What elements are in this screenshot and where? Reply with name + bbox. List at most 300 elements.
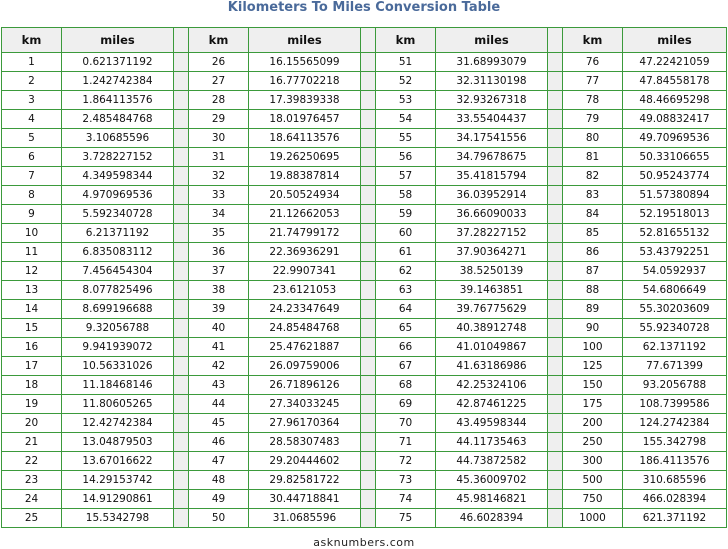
miles-cell: 25.47621887: [249, 338, 361, 357]
miles-cell: 37.90364271: [436, 243, 548, 262]
miles-cell: 55.92340728: [623, 319, 727, 338]
column-gap: [361, 433, 376, 452]
table-row: [2, 224, 727, 243]
miles-cell: 18.01976457: [249, 110, 361, 129]
miles-cell: 621.371192: [623, 509, 727, 528]
miles-cell: 31.0685596: [249, 509, 361, 528]
table-row: [2, 338, 727, 357]
column-gap: [548, 509, 563, 528]
column-gap: [361, 243, 376, 262]
km-cell: 56: [376, 148, 436, 167]
km-cell: 50: [189, 509, 249, 528]
km-cell: 15: [2, 319, 62, 338]
miles-cell: 47.84558178: [623, 72, 727, 91]
km-cell: 28: [189, 91, 249, 110]
km-cell: 34: [189, 205, 249, 224]
column-gap: [361, 281, 376, 300]
km-cell: 10: [2, 224, 62, 243]
column-gap: [548, 376, 563, 395]
column-gap: [174, 338, 189, 357]
miles-cell: 32.93267318: [436, 91, 548, 110]
km-cell: 19: [2, 395, 62, 414]
table-row: [2, 281, 727, 300]
column-gap: [361, 129, 376, 148]
miles-cell: 310.685596: [623, 471, 727, 490]
column-gap: [174, 281, 189, 300]
km-cell: 200: [563, 414, 623, 433]
miles-cell: 21.74799172: [249, 224, 361, 243]
table-row: [2, 262, 727, 281]
column-gap: [548, 53, 563, 72]
table-row: [2, 490, 727, 509]
column-gap: [174, 433, 189, 452]
km-cell: 83: [563, 186, 623, 205]
km-cell: 11: [2, 243, 62, 262]
column-gap: [361, 376, 376, 395]
miles-cell: 7.456454304: [62, 262, 174, 281]
column-gap: [174, 205, 189, 224]
column-gap: [361, 319, 376, 338]
km-cell: 90: [563, 319, 623, 338]
column-gap: [548, 395, 563, 414]
km-cell: 27: [189, 72, 249, 91]
column-gap: [174, 490, 189, 509]
km-cell: 18: [2, 376, 62, 395]
km-cell: 78: [563, 91, 623, 110]
table-row: [2, 205, 727, 224]
column-gap: [361, 452, 376, 471]
km-cell: 49: [189, 490, 249, 509]
column-gap: [361, 186, 376, 205]
miles-cell: 3.10685596: [62, 129, 174, 148]
miles-cell: 23.6121053: [249, 281, 361, 300]
column-gap: [548, 72, 563, 91]
column-gap: [548, 167, 563, 186]
km-cell: 4: [2, 110, 62, 129]
page-title: Kilometers To Miles Conversion Table: [227, 0, 501, 15]
column-gap: [361, 53, 376, 72]
miles-cell: 6.835083112: [62, 243, 174, 262]
column-gap: [548, 243, 563, 262]
miles-cell: 42.25324106: [436, 376, 548, 395]
km-cell: 26: [189, 53, 249, 72]
km-cell: 13: [2, 281, 62, 300]
miles-cell: 27.96170364: [249, 414, 361, 433]
km-cell: 73: [376, 471, 436, 490]
conversion-table: [1, 27, 727, 528]
km-cell: 31: [189, 148, 249, 167]
km-cell: 100: [563, 338, 623, 357]
miles-cell: 43.49598344: [436, 414, 548, 433]
km-cell: 6: [2, 148, 62, 167]
miles-cell: 38.5250139: [436, 262, 548, 281]
table-row: [2, 148, 727, 167]
km-cell: 68: [376, 376, 436, 395]
miles-cell: 33.55404437: [436, 110, 548, 129]
km-cell: 8: [2, 186, 62, 205]
miles-cell: 13.04879503: [62, 433, 174, 452]
miles-cell: 5.592340728: [62, 205, 174, 224]
km-cell: 40: [189, 319, 249, 338]
km-cell: 51: [376, 53, 436, 72]
column-gap: [174, 357, 189, 376]
miles-cell: 9.941939072: [62, 338, 174, 357]
table-row: [2, 433, 727, 452]
km-cell: 65: [376, 319, 436, 338]
column-gap: [548, 433, 563, 452]
km-cell: 36: [189, 243, 249, 262]
column-gap: [548, 186, 563, 205]
miles-header: miles: [249, 28, 361, 53]
miles-cell: 37.28227152: [436, 224, 548, 243]
column-gap: [361, 110, 376, 129]
miles-cell: 39.1463851: [436, 281, 548, 300]
column-gap: [361, 224, 376, 243]
miles-cell: 55.30203609: [623, 300, 727, 319]
km-cell: 88: [563, 281, 623, 300]
table-row: [2, 376, 727, 395]
km-cell: 75: [376, 509, 436, 528]
km-header: km: [2, 28, 62, 53]
miles-cell: 29.82581722: [249, 471, 361, 490]
miles-cell: 155.342798: [623, 433, 727, 452]
miles-cell: 42.87461225: [436, 395, 548, 414]
km-cell: 84: [563, 205, 623, 224]
column-gap: [174, 129, 189, 148]
km-cell: 23: [2, 471, 62, 490]
km-cell: 85: [563, 224, 623, 243]
km-cell: 1000: [563, 509, 623, 528]
km-cell: 76: [563, 53, 623, 72]
table-row: [2, 414, 727, 433]
miles-header: miles: [436, 28, 548, 53]
column-gap: [361, 91, 376, 110]
column-gap: [361, 357, 376, 376]
table-row: [2, 300, 727, 319]
miles-cell: 40.38912748: [436, 319, 548, 338]
miles-cell: 11.80605265: [62, 395, 174, 414]
km-cell: 86: [563, 243, 623, 262]
km-cell: 300: [563, 452, 623, 471]
km-cell: 64: [376, 300, 436, 319]
km-cell: 33: [189, 186, 249, 205]
miles-cell: 6.21371192: [62, 224, 174, 243]
miles-cell: 4.970969536: [62, 186, 174, 205]
miles-cell: 9.32056788: [62, 319, 174, 338]
km-cell: 81: [563, 148, 623, 167]
column-gap: [361, 395, 376, 414]
column-gap: [174, 243, 189, 262]
km-cell: 24: [2, 490, 62, 509]
miles-cell: 47.22421059: [623, 53, 727, 72]
miles-cell: 466.028394: [623, 490, 727, 509]
table-row: [2, 357, 727, 376]
km-cell: 29: [189, 110, 249, 129]
column-gap: [361, 509, 376, 528]
km-cell: 52: [376, 72, 436, 91]
miles-cell: 22.36936291: [249, 243, 361, 262]
column-gap: [174, 452, 189, 471]
km-cell: 74: [376, 490, 436, 509]
km-cell: 9: [2, 205, 62, 224]
column-gap: [174, 395, 189, 414]
miles-cell: 62.1371192: [623, 338, 727, 357]
miles-cell: 34.17541556: [436, 129, 548, 148]
miles-cell: 186.4113576: [623, 452, 727, 471]
miles-cell: 45.36009702: [436, 471, 548, 490]
column-gap: [361, 300, 376, 319]
km-cell: 1: [2, 53, 62, 72]
miles-cell: 46.6028394: [436, 509, 548, 528]
km-cell: 17: [2, 357, 62, 376]
km-cell: 79: [563, 110, 623, 129]
miles-cell: 1.242742384: [62, 72, 174, 91]
column-gap: [548, 91, 563, 110]
miles-cell: 27.34033245: [249, 395, 361, 414]
km-cell: 3: [2, 91, 62, 110]
table-row: [2, 243, 727, 262]
miles-cell: 12.42742384: [62, 414, 174, 433]
column-gap: [361, 338, 376, 357]
km-cell: 41: [189, 338, 249, 357]
column-gap: [548, 452, 563, 471]
miles-cell: 19.26250695: [249, 148, 361, 167]
miles-cell: 24.85484768: [249, 319, 361, 338]
miles-cell: 15.5342798: [62, 509, 174, 528]
km-cell: 500: [563, 471, 623, 490]
km-cell: 7: [2, 167, 62, 186]
column-gap: [174, 224, 189, 243]
km-cell: 43: [189, 376, 249, 395]
miles-cell: 26.09759006: [249, 357, 361, 376]
km-cell: 150: [563, 376, 623, 395]
miles-cell: 53.43792251: [623, 243, 727, 262]
miles-cell: 8.699196688: [62, 300, 174, 319]
km-cell: 53: [376, 91, 436, 110]
miles-cell: 54.6806649: [623, 281, 727, 300]
miles-cell: 32.31130198: [436, 72, 548, 91]
column-gap: [174, 262, 189, 281]
km-cell: 35: [189, 224, 249, 243]
column-gap: [548, 129, 563, 148]
table-row: [2, 129, 727, 148]
miles-cell: 13.67016622: [62, 452, 174, 471]
km-cell: 82: [563, 167, 623, 186]
miles-cell: 36.03952914: [436, 186, 548, 205]
miles-header: miles: [62, 28, 174, 53]
column-gap: [174, 414, 189, 433]
column-gap: [548, 300, 563, 319]
miles-cell: 2.485484768: [62, 110, 174, 129]
table-row: [2, 186, 727, 205]
km-cell: 5: [2, 129, 62, 148]
miles-cell: 108.7399586: [623, 395, 727, 414]
table-row: [2, 319, 727, 338]
km-cell: 21: [2, 433, 62, 452]
miles-cell: 52.81655132: [623, 224, 727, 243]
table-row: [2, 91, 727, 110]
column-gap: [548, 28, 563, 53]
km-cell: 16: [2, 338, 62, 357]
km-cell: 30: [189, 129, 249, 148]
miles-cell: 30.44718841: [249, 490, 361, 509]
km-cell: 38: [189, 281, 249, 300]
km-cell: 60: [376, 224, 436, 243]
miles-cell: 29.20444602: [249, 452, 361, 471]
miles-cell: 4.349598344: [62, 167, 174, 186]
column-gap: [361, 414, 376, 433]
km-header: km: [376, 28, 436, 53]
column-gap: [361, 28, 376, 53]
miles-cell: 52.19518013: [623, 205, 727, 224]
miles-cell: 93.2056788: [623, 376, 727, 395]
miles-header: miles: [623, 28, 727, 53]
miles-cell: 16.77702218: [249, 72, 361, 91]
miles-cell: 50.33106655: [623, 148, 727, 167]
km-cell: 77: [563, 72, 623, 91]
km-cell: 89: [563, 300, 623, 319]
miles-cell: 22.9907341: [249, 262, 361, 281]
column-gap: [174, 72, 189, 91]
miles-cell: 124.2742384: [623, 414, 727, 433]
km-cell: 45: [189, 414, 249, 433]
column-gap: [361, 148, 376, 167]
table-row: [2, 53, 727, 72]
km-cell: 14: [2, 300, 62, 319]
column-gap: [174, 167, 189, 186]
column-gap: [174, 186, 189, 205]
column-gap: [361, 262, 376, 281]
km-cell: 48: [189, 471, 249, 490]
column-gap: [174, 471, 189, 490]
column-gap: [361, 167, 376, 186]
miles-cell: 18.64113576: [249, 129, 361, 148]
column-gap: [548, 338, 563, 357]
km-cell: 22: [2, 452, 62, 471]
column-gap: [548, 471, 563, 490]
miles-cell: 21.12662053: [249, 205, 361, 224]
km-cell: 47: [189, 452, 249, 471]
miles-cell: 16.15565099: [249, 53, 361, 72]
column-gap: [548, 490, 563, 509]
column-gap: [174, 28, 189, 53]
miles-cell: 8.077825496: [62, 281, 174, 300]
km-cell: 66: [376, 338, 436, 357]
table-row: [2, 509, 727, 528]
km-cell: 69: [376, 395, 436, 414]
miles-cell: 45.98146821: [436, 490, 548, 509]
km-cell: 37: [189, 262, 249, 281]
miles-cell: 28.58307483: [249, 433, 361, 452]
miles-cell: 44.11735463: [436, 433, 548, 452]
miles-cell: 26.71896126: [249, 376, 361, 395]
column-gap: [548, 357, 563, 376]
column-gap: [548, 205, 563, 224]
table-row: [2, 167, 727, 186]
km-cell: 42: [189, 357, 249, 376]
km-cell: 750: [563, 490, 623, 509]
column-gap: [361, 471, 376, 490]
table-row: [2, 471, 727, 490]
km-cell: 87: [563, 262, 623, 281]
column-gap: [174, 376, 189, 395]
miles-cell: 1.864113576: [62, 91, 174, 110]
column-gap: [174, 53, 189, 72]
miles-cell: 41.63186986: [436, 357, 548, 376]
table-body: [2, 53, 727, 528]
km-cell: 55: [376, 129, 436, 148]
km-cell: 61: [376, 243, 436, 262]
column-gap: [174, 509, 189, 528]
column-gap: [361, 72, 376, 91]
km-cell: 62: [376, 262, 436, 281]
km-header: km: [563, 28, 623, 53]
miles-cell: 41.01049867: [436, 338, 548, 357]
column-gap: [548, 262, 563, 281]
miles-cell: 34.79678675: [436, 148, 548, 167]
km-cell: 175: [563, 395, 623, 414]
column-gap: [548, 319, 563, 338]
miles-cell: 19.88387814: [249, 167, 361, 186]
column-gap: [548, 110, 563, 129]
km-cell: 67: [376, 357, 436, 376]
km-header: km: [189, 28, 249, 53]
table-row: [2, 110, 727, 129]
km-cell: 71: [376, 433, 436, 452]
km-cell: 63: [376, 281, 436, 300]
km-cell: 59: [376, 205, 436, 224]
table-row: [2, 72, 727, 91]
km-cell: 44: [189, 395, 249, 414]
km-cell: 20: [2, 414, 62, 433]
miles-cell: 39.76775629: [436, 300, 548, 319]
column-gap: [174, 300, 189, 319]
miles-cell: 11.18468146: [62, 376, 174, 395]
miles-cell: 17.39839338: [249, 91, 361, 110]
km-cell: 39: [189, 300, 249, 319]
miles-cell: 50.95243774: [623, 167, 727, 186]
km-cell: 250: [563, 433, 623, 452]
km-cell: 12: [2, 262, 62, 281]
miles-cell: 49.70969536: [623, 129, 727, 148]
km-cell: 125: [563, 357, 623, 376]
miles-cell: 10.56331026: [62, 357, 174, 376]
column-gap: [174, 148, 189, 167]
km-cell: 46: [189, 433, 249, 452]
miles-cell: 54.0592937: [623, 262, 727, 281]
km-cell: 58: [376, 186, 436, 205]
miles-cell: 49.08832417: [623, 110, 727, 129]
km-cell: 2: [2, 72, 62, 91]
table-row: [2, 452, 727, 471]
km-cell: 70: [376, 414, 436, 433]
column-gap: [174, 319, 189, 338]
miles-cell: 0.621371192: [62, 53, 174, 72]
miles-cell: 35.41815794: [436, 167, 548, 186]
miles-cell: 3.728227152: [62, 148, 174, 167]
km-cell: 25: [2, 509, 62, 528]
miles-cell: 77.671399: [623, 357, 727, 376]
column-gap: [174, 110, 189, 129]
column-gap: [548, 148, 563, 167]
miles-cell: 31.68993079: [436, 53, 548, 72]
miles-cell: 51.57380894: [623, 186, 727, 205]
header-row: [2, 28, 727, 53]
column-gap: [361, 490, 376, 509]
column-gap: [548, 414, 563, 433]
km-cell: 32: [189, 167, 249, 186]
km-cell: 72: [376, 452, 436, 471]
